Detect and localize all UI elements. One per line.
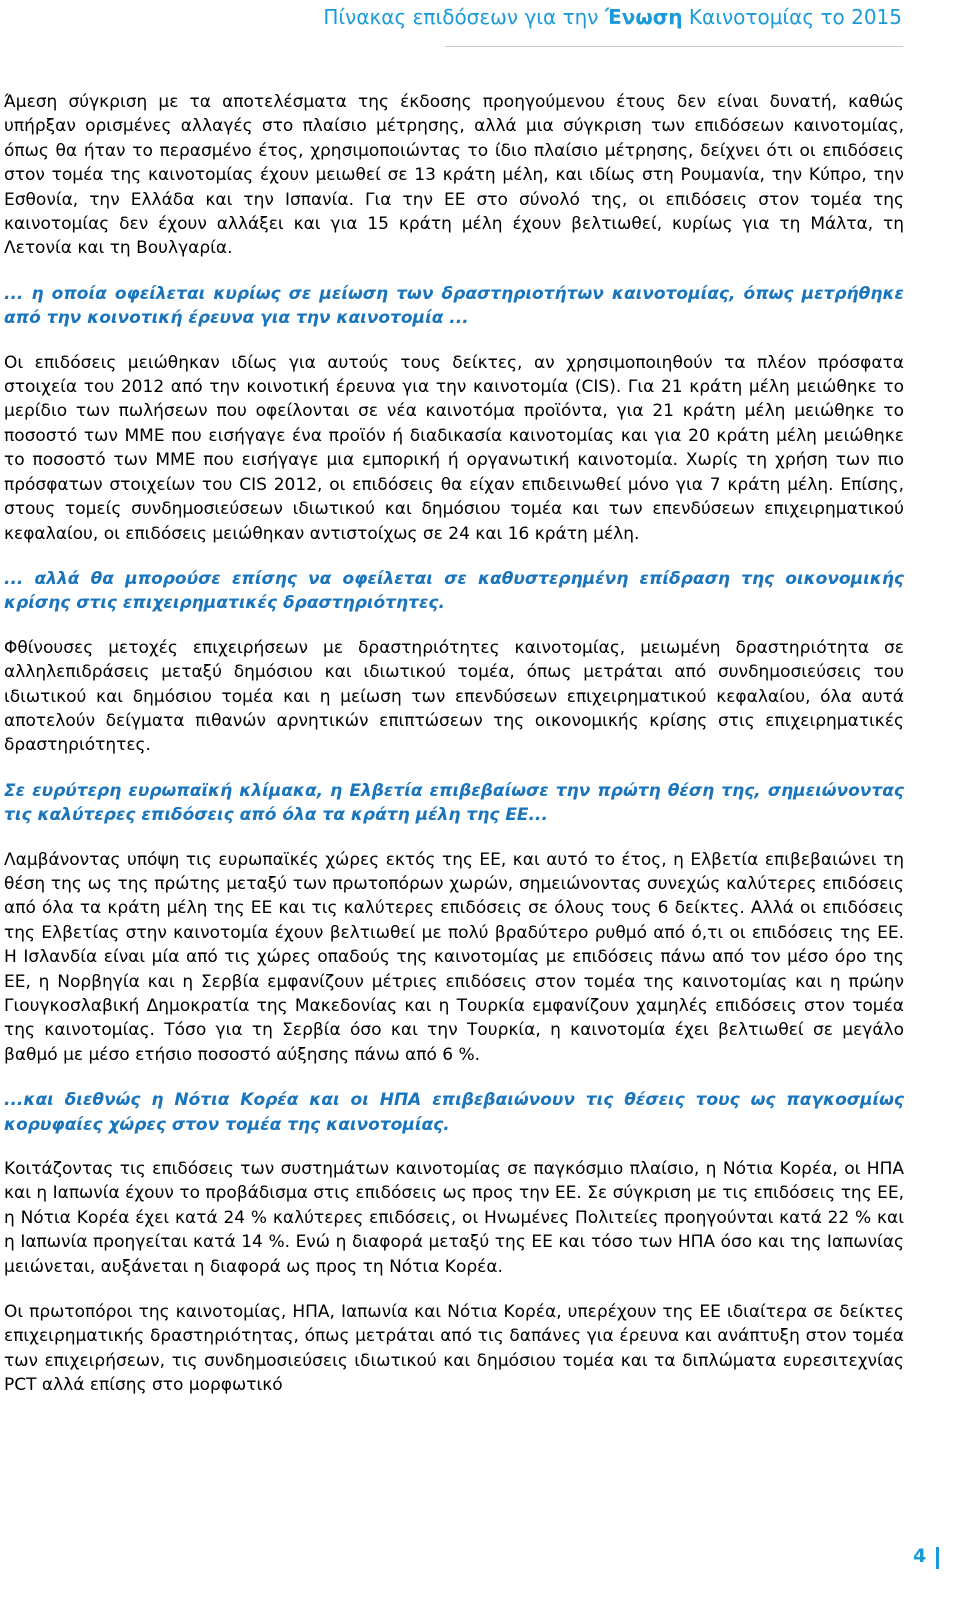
body-text bbox=[4, 90, 904, 1419]
section-heading-2: ... αλλά θα μπορούσε επίσης να οφείλεται σε καθυστερημένη επίδραση της οικονομικής κρίσης στις επιχειρηματικές δραστηριότητες. bbox=[4, 568, 904, 614]
page-number: 4 bbox=[913, 1545, 927, 1567]
page-number-bar bbox=[936, 1547, 939, 1569]
paragraph-6: Οι πρωτοπόροι της καινοτομίας, ΗΠΑ, Ιαπωνία και Νότια Κορέα, υπερέχουν της ΕΕ ιδιαίτερα σε δείκτες επιχειρηματικής δραστηριότητας, όπως μετράται από τις δαπάνες για έρευνα και ανάπτυξη στον τομέα των επιχειρήσεων, τις συνδημοσιεύσεις ιδιωτικού και δημόσιου τομέα και τα διπλώματα ευρεσιτεχνίας PCT αλλά επίσης στο μορφωτικό bbox=[4, 1302, 904, 1396]
paragraph-5: Κοιτάζοντας τις επιδόσεις των συστημάτων καινοτομίας σε παγκόσμιο πλαίσιο, η Νότια Κορέα, οι ΗΠΑ και η Ιαπωνία έχουν το προβάδισμα στις επιδόσεις ως προς την ΕΕ. Σε σύγκριση με τις επιδόσεις της ΕΕ, η Νότια Κορέα έχει κατά 24 % καλύτερες επιδόσεις, οι Ηνωμένες Πολιτείες προηγούνται κατά 22 % και η Ιαπωνία προηγείται κατά 14 %. Ενώ η διαφορά μεταξύ της ΕΕ και τόσο των ΗΠΑ όσο και της Ιαπωνίας μειώνεται, αυξάνεται η διαφορά ως προς τη Νότια Κορέα. bbox=[4, 1159, 904, 1277]
header-divider bbox=[445, 46, 903, 47]
paragraph-1: Άμεση σύγκριση με τα αποτελέσματα της έκδοσης προηγούμενου έτους δεν είναι δυνατή, καθώς υπήρξαν ορισμένες αλλαγές στο πλαίσιο μέτρησης, αλλά μια σύγκριση των επιδόσεων καινοτομίας, όπως θα ήταν το περασμένο έτος, χρησιμοποιώντας το ίδιο πλαίσιο μέτρησης, δείχνει ότι οι επιδόσεις στον τομέα της καινοτομίας έχουν μειωθεί σε 13 κράτη μέλη, και ιδίως στη Ρουμανία, την Κύπρο, την Εσθονία, την Ελλάδα και την Ισπανία. Για την ΕΕ στο σύνολό της, οι επιδόσεις στον τομέα της καινοτομίας δεν έχουν αλλάξει και για 15 κράτη μέλη έχουν βελτιωθεί, κυρίως για τη Μάλτα, τη Λετονία και τη Βουλγαρία. bbox=[4, 92, 904, 259]
paragraph-3: Φθίνουσες μετοχές επιχειρήσεων με δραστηριότητες καινοτομίας, μειωμένη δραστηριότητα σε αλληλεπιδράσεις μεταξύ δημόσιου και ιδιωτικού τομέα, όπως μετράται από συνδημοσιεύσεις του ιδιωτικού και δημόσιου τομέα και η μείωση των επενδύσεων επιχειρηματικού κεφαλαίου, όλα αυτά αποτελούν δείγματα πιθανών αρνητικών επιπτώσεων της οικονομικής κρίσης στις επιχειρηματικές δραστηριότητες. bbox=[4, 637, 904, 756]
paragraph-2: Οι επιδόσεις μειώθηκαν ιδίως για αυτούς τους δείκτες, αν χρησιμοποιηθούν τα πλέον πρόσφατα στοιχεία του 2012 από την κοινοτική έρευνα για την καινοτομία (CIS). Για 21 κράτη μέλη μειώθηκε το μερίδιο των πωλήσεων που οφείλονται σε νέα καινοτόμα προϊόντα, για 21 κράτη μέλη μειώθηκε το ποσοστό των ΜΜΕ που εισήγαγε ένα προϊόν ή διαδικασία καινοτομίας και για 20 κράτη μέλη μειώθηκε το ποσοστό των ΜΜΕ που εισήγαγε μια εμπορική ή οργανωτική καινοτομία. Χωρίς τη χρήση των πιο πρόσφατων στοιχείων του CIS 2012, οι επιδόσεις θα είχαν επιδεινωθεί μόνο για 7 κράτη μέλη. Επίσης, στους τομείς συνδημοσιεύσεων ιδιωτικού και δημόσιου τομέα και των επενδύσεων επιχειρηματικού κεφαλαίου, οι επιδόσεις μειώθηκαν αντιστοίχως σε 24 και 16 κράτη μέλη. bbox=[4, 352, 904, 544]
section-heading-3: Σε ευρύτερη ευρωπαϊκή κλίμακα, η Ελβετία επιβεβαίωσε την πρώτη θέση της, σημειώνοντας τις καλύτερες επιδόσεις από όλα τα κράτη μέλη της ΕΕ... bbox=[4, 780, 904, 826]
section-heading-4: ...και διεθνώς η Νότια Κορέα και οι ΗΠΑ επιβεβαιώνουν τις θέσεις τους ως παγκοσμίως κορυφαίες χώρες στον τομέα της καινοτομίας. bbox=[4, 1090, 904, 1135]
paragraph-4: Λαμβάνοντας υπόψη τις ευρωπαϊκές χώρες εκτός της ΕΕ, και αυτό το έτος, η Ελβετία επιβεβαιώνει τη θέση της ως της πρώτης μεταξύ των πρωτοπόρων χωρών, σημειώνοντας συνεχώς καλύτερες επιδόσεις από όλα τα κράτη μέλη της ΕΕ και τις καλύτερες επιδόσεις σε όλους τους 6 δείκτες. Αλλά οι επιδόσεις της Ελβετίας στην καινοτομία έχουν βελτιωθεί με πολύ βραδύτερο ρυθμό από ό,τι οι επιδόσεις της ΕΕ. Η Ισλανδία είναι μία από τις χώρες οπαδούς της καινοτομίας με επιδόσεις πάνω από τον μέσο όρο της ΕΕ, η Νορβηγία και η Σερβία εμφανίζουν μέτριες επιδόσεις στον τομέα της καινοτομίας και η πρώην Γιουγκοσλαβική Δημοκρατία της Μακεδονίας και η Τουρκία εμφανίζουν χαμηλές επιδόσεις στον τομέα της καινοτομίας. Τόσο για τη Σερβία όσο και την Τουρκία, η καινοτομία έχει βελτιωθεί σε μεγάλο βαθμό με μέσο ετήσιο ποσοστό αύξησης πάνω από 6 %. bbox=[4, 849, 904, 1065]
section-heading-1: ... η οποία οφείλεται κυρίως σε μείωση των δραστηριοτήτων καινοτομίας, όπως μετρήθηκε από την κοινοτική έρευνα για την καινοτομία ... bbox=[4, 283, 904, 329]
header-title-strong: Ένωση bbox=[604, 5, 683, 29]
header-title-part1: Πίνακας επιδόσεων για την bbox=[323, 5, 605, 29]
running-header bbox=[22, 4, 902, 30]
header-title-part2: Καινοτομίας το 2015 bbox=[682, 5, 902, 29]
